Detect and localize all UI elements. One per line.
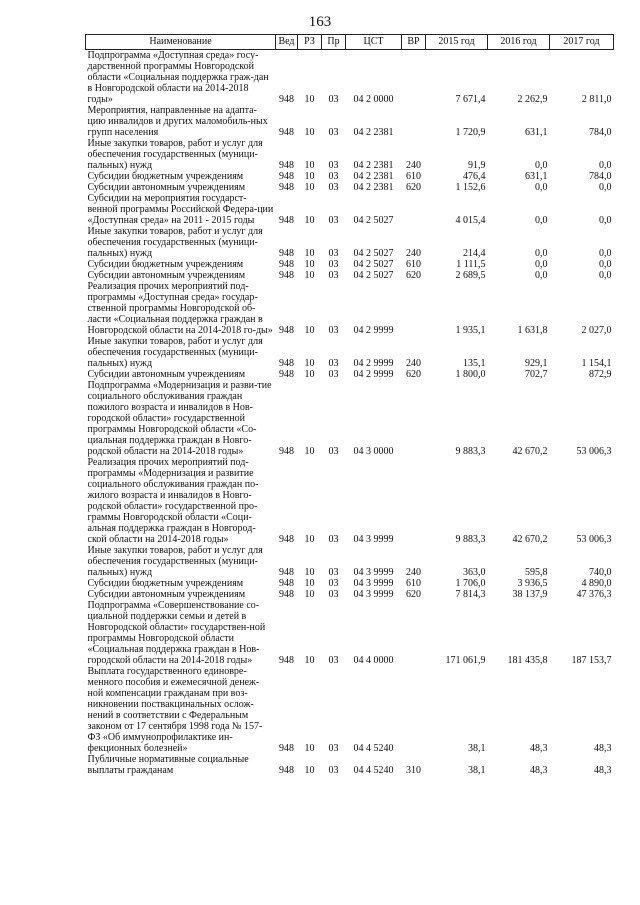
row-vr: 240 (406, 248, 421, 259)
header-vr: ВР (402, 35, 426, 50)
row-name: Иные закупки товаров, работ и услуг для обеспечения государственных (муници-пальных) нужд (87, 138, 263, 171)
row-2017: 784,0 (589, 171, 612, 182)
row-vr (402, 50, 426, 106)
row-2015: 363,0 (463, 567, 486, 578)
row-2015: 214,4 (463, 248, 486, 259)
row-2015: 1 706,0 (455, 578, 486, 589)
row-pr: 03 (328, 534, 339, 545)
row-vr: 610 (406, 259, 421, 270)
row-2015: 9 883,3 (455, 446, 486, 457)
row-vr: 620 (406, 589, 421, 600)
row-name: Реализация прочих мероприятий под-программы «Модернизация и развитие социального обслуживания граждан по-жилого возраста и инвалидов в Новго-родской области» государственной про-граммы Новгородской области «Соци-альная поддержка граждан в Новгород-ской области на 2014-2018 годы» (87, 457, 259, 545)
table-row (86, 336, 614, 369)
row-2017: 47 376,3 (576, 589, 612, 600)
header-2017: 2017 год (550, 35, 614, 50)
row-2016: 702,7 (525, 369, 548, 380)
row-name: Субсидии бюджетным учреждениям (87, 259, 244, 270)
row-rz: 10 (304, 446, 315, 457)
table-row (86, 578, 614, 589)
row-rz: 10 (304, 358, 315, 369)
row-2016: 48,3 (530, 765, 548, 776)
row-pr: 03 (328, 259, 339, 270)
row-name: Субсидии автономным учреждениям (87, 369, 246, 380)
row-vr (402, 600, 426, 666)
row-vr: 620 (406, 270, 421, 281)
row-2015: 1 800,0 (455, 369, 486, 380)
row-vr: 310 (406, 765, 421, 776)
row-rz: 10 (304, 270, 315, 281)
row-2017: 2 811,0 (581, 94, 612, 105)
row-cst: 04 3 9999 (353, 534, 394, 545)
row-2015: 476,4 (463, 171, 486, 182)
row-pr: 03 (328, 160, 339, 171)
row-2016: 631,1 (525, 171, 548, 182)
row-2017: 48,3 (594, 743, 612, 754)
row-2016: 3 936,5 (517, 578, 548, 589)
header-2016: 2016 год (488, 35, 550, 50)
row-rz: 10 (304, 160, 315, 171)
table-row (86, 138, 614, 171)
row-name: Иные закупки товаров, работ и услуг для обеспечения государственных (муници-пальных) нужд (87, 545, 263, 578)
row-pr: 03 (328, 182, 339, 193)
row-2015: 38,1 (468, 743, 486, 754)
row-rz: 10 (304, 534, 315, 545)
row-vr (402, 105, 426, 138)
row-2016: 0,0 (535, 160, 548, 171)
budget-table (85, 34, 614, 776)
row-vr: 240 (406, 160, 421, 171)
row-2016: 929,1 (525, 358, 548, 369)
row-cst: 04 2 2381 (353, 127, 394, 138)
row-vr (402, 380, 426, 457)
table-row (86, 666, 614, 754)
row-cst: 04 2 2381 (353, 182, 394, 193)
row-rz: 10 (304, 369, 315, 380)
row-rz: 10 (304, 743, 315, 754)
table-row (86, 105, 614, 138)
row-2016: 595,8 (525, 567, 548, 578)
row-name: Публичные нормативные социальные выплаты гражданам (87, 754, 249, 776)
header-rz: РЗ (298, 35, 322, 50)
row-2016: 1 631,8 (517, 325, 548, 336)
row-cst: 04 3 0000 (353, 446, 394, 457)
row-2015: 1 935,1 (455, 325, 486, 336)
row-2015: 2 689,5 (455, 270, 486, 281)
row-2017: 53 006,3 (576, 446, 612, 457)
row-rz: 10 (304, 655, 315, 666)
header-2015: 2015 год (426, 35, 488, 50)
row-2017: 0,0 (599, 182, 612, 193)
row-2016: 0,0 (535, 182, 548, 193)
row-rz: 10 (304, 589, 315, 600)
row-pr: 03 (328, 127, 339, 138)
row-2017: 872,9 (589, 369, 612, 380)
row-rz: 10 (304, 567, 315, 578)
row-pr: 03 (328, 369, 339, 380)
row-pr: 03 (328, 270, 339, 281)
row-vr: 240 (406, 358, 421, 369)
row-name: Подпрограмма «Доступная среда» госу-дарственной программы Новгородской области «Социальная поддержка граж-дан в Новгородской области на 2014-2018 годы» (87, 50, 269, 105)
table-header-row (86, 35, 614, 50)
row-2016: 0,0 (535, 270, 548, 281)
row-pr: 03 (328, 765, 339, 776)
row-name: Выплата государственного единовре-менного пособия и ежемесячной денеж-ной компенсации гражданам при воз-никновении поствакцинальных ослож-нений в соответствии с Федеральным законом от 17 сентября 1998 года № 157-ФЗ «Об иммунопрофилактике ин-фекционных болезней» (87, 666, 263, 754)
row-ved: 948 (279, 248, 294, 259)
row-name: Мероприятия, направленные на адапта-цию инвалидов и других маломобиль-ных групп населения (87, 105, 268, 138)
row-ved: 948 (279, 270, 294, 281)
row-pr: 03 (328, 743, 339, 754)
table-row (86, 270, 614, 281)
header-ved: Вед (276, 35, 298, 50)
row-2017: 784,0 (589, 127, 612, 138)
row-2016: 38 137,9 (512, 589, 548, 600)
table-row (86, 182, 614, 193)
row-2015: 1 720,9 (455, 127, 486, 138)
row-cst: 04 3 9999 (353, 589, 394, 600)
row-ved: 948 (279, 743, 294, 754)
row-ved: 948 (279, 369, 294, 380)
row-2016: 42 670,2 (512, 534, 548, 545)
row-pr: 03 (328, 446, 339, 457)
row-name: Субсидии бюджетным учреждениям (87, 171, 244, 182)
row-2017: 0,0 (599, 248, 612, 259)
row-2016: 631,1 (525, 127, 548, 138)
row-ved: 948 (279, 215, 294, 226)
row-cst: 04 2 5027 (353, 259, 394, 270)
header-pr: Пр (322, 35, 346, 50)
row-2017: 0,0 (599, 259, 612, 270)
row-vr (402, 457, 426, 545)
row-pr: 03 (328, 578, 339, 589)
row-2015: 7 671,4 (455, 94, 486, 105)
row-rz: 10 (304, 248, 315, 259)
row-ved: 948 (279, 534, 294, 545)
row-cst: 04 2 5027 (353, 248, 394, 259)
row-rz: 10 (304, 259, 315, 270)
row-vr: 620 (406, 369, 421, 380)
row-2017: 48,3 (594, 765, 612, 776)
row-pr: 03 (328, 358, 339, 369)
row-name: Подпрограмма «Совершенствование со-циальной поддержки семьи и детей в Новгородской области» государствен-ной программы Новгородской области «Социальная поддержка граждан в Нов-городской области на 2014-2018 годы» (87, 600, 266, 666)
row-cst: 04 2 2381 (353, 171, 394, 182)
row-vr (402, 281, 426, 336)
table-row (86, 457, 614, 545)
row-rz: 10 (304, 171, 315, 182)
table-row (86, 754, 614, 776)
table-row (86, 380, 614, 457)
row-2015: 7 814,3 (455, 589, 486, 600)
row-ved: 948 (279, 94, 294, 105)
row-cst: 04 3 9999 (353, 567, 394, 578)
header-cst: ЦСТ (346, 35, 402, 50)
row-2015: 91,9 (468, 160, 486, 171)
row-cst: 04 2 5027 (353, 215, 394, 226)
table-row (86, 171, 614, 182)
row-2017: 2 027,0 (581, 325, 612, 336)
row-ved: 948 (279, 578, 294, 589)
row-cst: 04 4 5240 (353, 765, 394, 776)
row-2017: 0,0 (599, 270, 612, 281)
row-cst: 04 4 5240 (353, 743, 394, 754)
row-2017: 1 154,1 (581, 358, 612, 369)
row-2017: 740,0 (589, 567, 612, 578)
table-row (86, 259, 614, 270)
row-cst: 04 3 9999 (353, 578, 394, 589)
row-2015: 171 061,9 (445, 655, 486, 666)
row-2015: 135,1 (463, 358, 486, 369)
row-2017: 187 153,7 (571, 655, 612, 666)
row-vr: 610 (406, 578, 421, 589)
row-name: Подпрограмма «Модернизация и разви-тие социального обслуживания граждан пожилого возраста и инвалидов в Нов-городской области» государственной программы Новгородской области «Со-циальная поддержка граждан в Новго-родской области на 2014-2018 годы» (87, 380, 272, 457)
row-cst: 04 4 0000 (353, 655, 394, 666)
row-ved: 948 (279, 127, 294, 138)
table-row (86, 226, 614, 259)
row-2015: 1 111,5 (456, 259, 486, 270)
row-ved: 948 (279, 171, 294, 182)
row-2017: 53 006,3 (576, 534, 612, 545)
row-ved: 948 (279, 358, 294, 369)
row-ved: 948 (279, 160, 294, 171)
row-2016: 42 670,2 (512, 446, 548, 457)
row-2016: 0,0 (535, 248, 548, 259)
row-name: Субсидии автономным учреждениям (87, 589, 246, 600)
table-row (86, 545, 614, 578)
row-rz: 10 (304, 578, 315, 589)
row-2017: 0,0 (599, 215, 612, 226)
row-pr: 03 (328, 567, 339, 578)
row-2017: 4 890,0 (581, 578, 612, 589)
table-row (86, 600, 614, 666)
header-name: Наименование (86, 35, 276, 50)
row-pr: 03 (328, 94, 339, 105)
row-cst: 04 2 0000 (353, 94, 394, 105)
row-vr: 620 (406, 182, 421, 193)
row-ved: 948 (279, 325, 294, 336)
row-2016: 181 435,8 (507, 655, 548, 666)
row-pr: 03 (328, 655, 339, 666)
row-pr: 03 (328, 171, 339, 182)
row-ved: 948 (279, 182, 294, 193)
row-2015: 1 152,6 (455, 182, 486, 193)
table-row (86, 369, 614, 380)
row-ved: 948 (279, 567, 294, 578)
row-ved: 948 (279, 446, 294, 457)
row-pr: 03 (328, 248, 339, 259)
row-vr (402, 193, 426, 226)
row-pr: 03 (328, 325, 339, 336)
row-cst: 04 2 5027 (353, 270, 394, 281)
row-name: Субсидии автономным учреждениям (87, 182, 246, 193)
row-vr: 240 (406, 567, 421, 578)
row-rz: 10 (304, 215, 315, 226)
row-ved: 948 (279, 259, 294, 270)
row-ved: 948 (279, 655, 294, 666)
table-row (86, 281, 614, 336)
row-2016: 48,3 (530, 743, 548, 754)
row-ved: 948 (279, 589, 294, 600)
table-row (86, 50, 614, 106)
row-rz: 10 (304, 127, 315, 138)
row-cst: 04 2 9999 (353, 358, 394, 369)
row-2016: 0,0 (535, 215, 548, 226)
row-rz: 10 (304, 182, 315, 193)
row-name: Иные закупки товаров, работ и услуг для обеспечения государственных (муници-пальных) нужд (87, 336, 263, 369)
row-rz: 10 (304, 765, 315, 776)
row-2017: 0,0 (599, 160, 612, 171)
row-name: Субсидии на мероприятия государст-венной программы Российской Федера-ции «Доступная среда» на 2011 - 2015 годы (87, 193, 274, 226)
row-name: Реализация прочих мероприятий под-программы «Доступная среда» государ-ственной программы Новгородской об-ласти «Социальная поддержка граждан в Новгородской области на 2014-2018 го-ды» (87, 281, 273, 336)
row-name: Иные закупки товаров, работ и услуг для обеспечения государственных (муници-пальных) нужд (87, 226, 263, 259)
row-2016: 2 262,9 (517, 94, 548, 105)
row-vr: 610 (406, 171, 421, 182)
page-number: 163 (308, 14, 332, 30)
row-name: Субсидии автономным учреждениям (87, 270, 246, 281)
row-rz: 10 (304, 325, 315, 336)
row-2016: 0,0 (535, 259, 548, 270)
row-pr: 03 (328, 589, 339, 600)
row-cst: 04 2 2381 (353, 160, 394, 171)
row-rz: 10 (304, 94, 315, 105)
row-2015: 38,1 (468, 765, 486, 776)
row-ved: 948 (279, 765, 294, 776)
row-2015: 4 015,4 (455, 215, 486, 226)
table-row (86, 589, 614, 600)
row-vr (402, 666, 426, 754)
row-cst: 04 2 9999 (353, 325, 394, 336)
row-cst: 04 2 9999 (353, 369, 394, 380)
table-row (86, 193, 614, 226)
table-body (86, 50, 614, 777)
row-name: Субсидии бюджетным учреждениям (87, 578, 244, 589)
row-2015: 9 883,3 (455, 534, 486, 545)
row-pr: 03 (328, 215, 339, 226)
